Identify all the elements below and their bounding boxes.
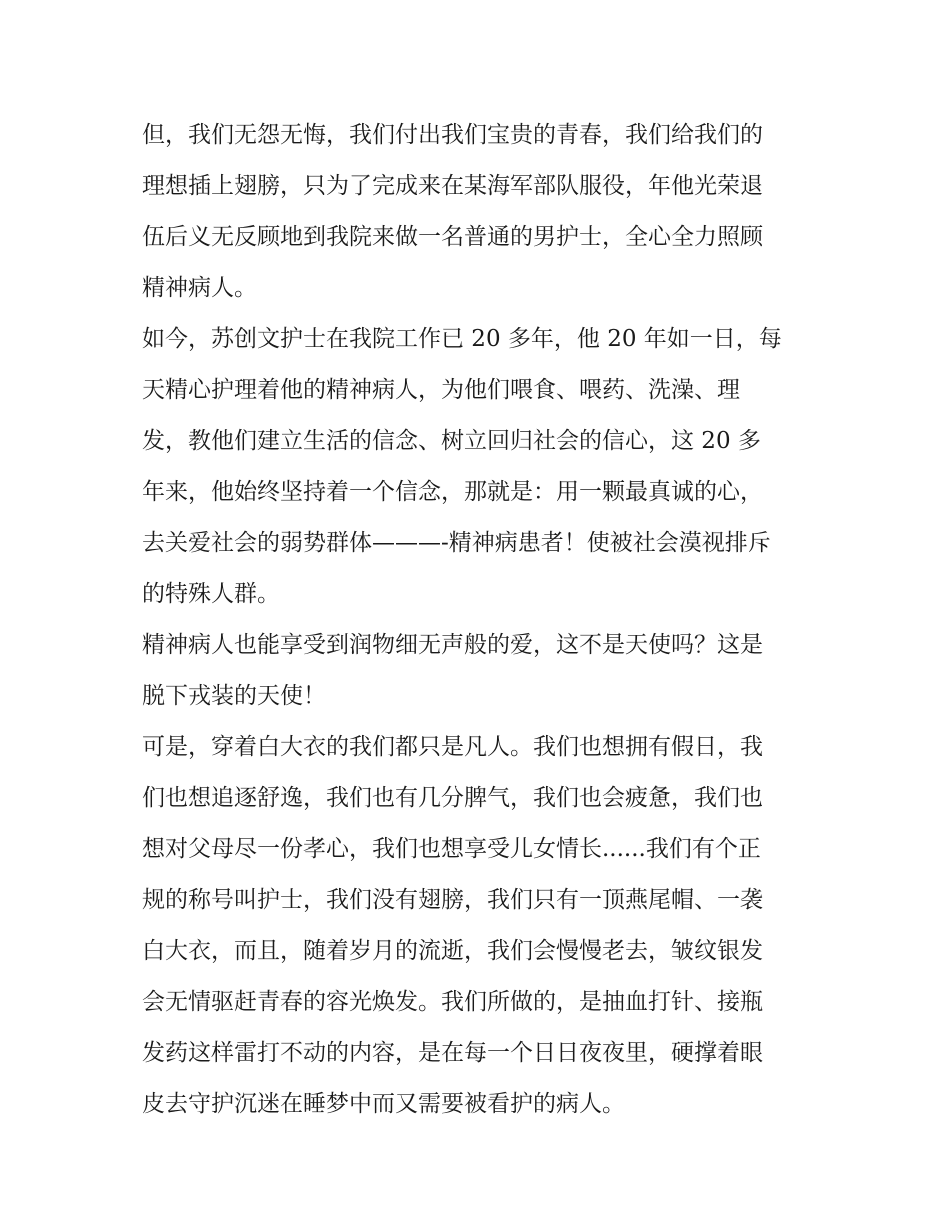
- text-line: 的特殊人群。: [142, 581, 280, 607]
- text-line: 发，教他们建立生活的信念、树立回归社会的信心，这 20 多: [142, 428, 761, 454]
- text-line: 规的称号叫护士，我们没有翅膀，我们只有一顶燕尾帽、一袭: [142, 887, 763, 913]
- text-line: 精神病人也能享受到润物细无声般的爱，这不是天使吗？这是: [142, 632, 763, 658]
- text-line: 伍后义无反顾地到我院来做一名普通的男护士，全心全力照顾: [142, 224, 763, 250]
- body-text: [142, 110, 822, 1130]
- text-line: 如今，苏创文护士在我院工作已 20 多年，他 20 年如一日，每: [142, 326, 782, 352]
- text-line: 会无情驱赶青春的容光焕发。我们所做的，是抽血打针、接瓶: [142, 989, 763, 1015]
- text-line: 发药这样雷打不动的内容，是在每一个日日夜夜里，硬撑着眼: [142, 1040, 763, 1066]
- text-line: 白大衣，而且，随着岁月的流逝，我们会慢慢老去，皱纹银发: [142, 938, 763, 964]
- text-line: 皮去守护沉迷在睡梦中而又需要被看护的病人。: [142, 1091, 625, 1117]
- text-line: 脱下戎装的天使！: [142, 683, 326, 709]
- text-line: 去关爱社会的弱势群体———-精神病患者！使被社会漠视排斥: [142, 530, 771, 556]
- text-line: 理想插上翅膀，只为了完成来在某海军部队服役，年他光荣退: [142, 173, 763, 199]
- text-line: 可是，穿着白大衣的我们都只是凡人。我们也想拥有假日，我: [142, 734, 763, 760]
- text-line: 精神病人。: [142, 275, 257, 301]
- text-line: 天精心护理着他的精神病人，为他们喂食、喂药、洗澡、理: [142, 377, 740, 403]
- text-line: 年来，他始终坚持着一个信念，那就是：用一颗最真诚的心，: [142, 479, 763, 505]
- text-line: 想对父母尽一份孝心，我们也想享受儿女情长......我们有个正: [142, 836, 761, 862]
- text-line: 但，我们无怨无悔，我们付出我们宝贵的青春，我们给我们的: [142, 122, 763, 148]
- text-line: 们也想追逐舒逸，我们也有几分脾气，我们也会疲惫，我们也: [142, 785, 763, 811]
